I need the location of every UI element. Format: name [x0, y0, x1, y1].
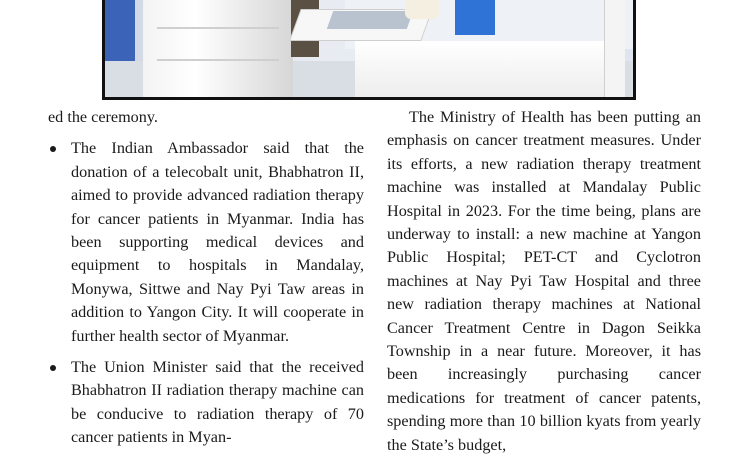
- body-paragraph: The Ministry of Health has been putting an emphasis on cancer treatment measures. Under its efforts, a new radiation therapy treatment machine was installed at Mandalay Public Hospital in 2023. For the time being, plans are underway to install: a new machine at Yangon Public Hospital; PET-CT and Cyclotron machines at Nay Pyi Taw Hospital and three new radiation therapy machines at National Cancer Treatment Centre in Dagon Seikka Township in a near future. Moreover, it has been increasingly purchasing cancer medications for treatment of cancer patents, spending more than 10 billion kyats from yearly the State’s budget,: [387, 108, 701, 454]
- photo-door: [604, 0, 625, 97]
- bullet-item: [48, 356, 364, 450]
- treatment-couch-base: [355, 41, 615, 100]
- bullet-dot-icon: [50, 365, 56, 371]
- bullet-text: The Union Minister said that the received Bhabhatron II radiation therapy machine can be conducive to radiation therapy of 70 cancer patients in Myan-: [71, 358, 364, 447]
- bullet-dot-icon: [50, 146, 56, 152]
- bullet-item: [48, 137, 364, 348]
- ceremony-photo: [102, 0, 636, 100]
- lead-text: ed the ceremony.: [48, 108, 158, 126]
- bullet-list: [48, 137, 364, 449]
- photo-blue-panel: [455, 0, 495, 35]
- couch-panel: [327, 11, 414, 29]
- bullet-text: The Indian Ambassador said that the donation of a telecobalt unit, Bhabhatron II, aimed to provide advanced radiation therapy for cancer patients in Myanmar. India has been supporting medical devices and equipment to hospitals in Mandalay, Monywa, Sittwe and Nay Pyi Taw areas in addition to Yangon City. It will cooperate in further health sector of Myanmar.: [71, 139, 364, 345]
- photo-person-2: [405, 0, 439, 19]
- telecobalt-machine: [143, 0, 293, 99]
- right-column: [387, 106, 701, 457]
- left-column: [48, 106, 364, 458]
